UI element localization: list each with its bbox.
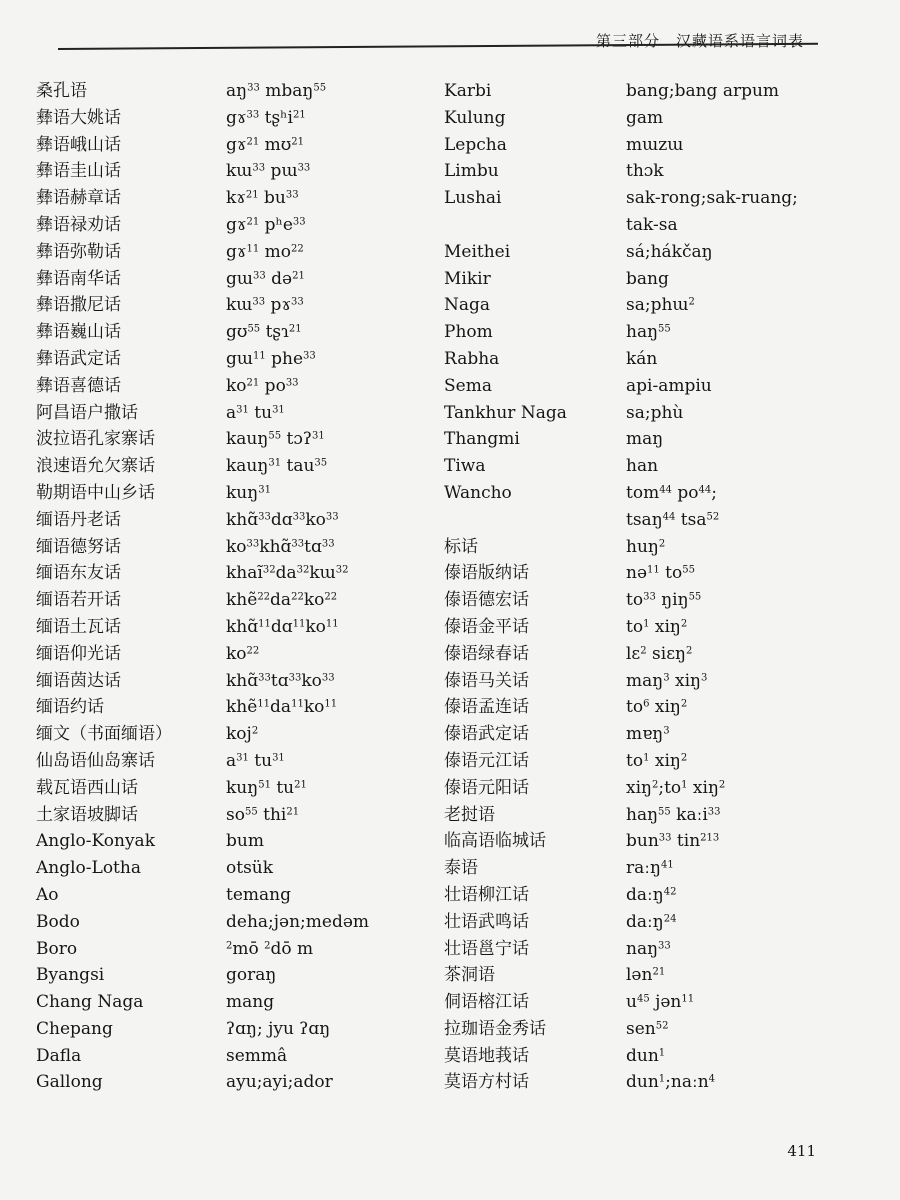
word-form: maŋ$^3$ xiŋ$^3$	[626, 670, 708, 691]
language-name: 壮语柳江话	[444, 884, 529, 905]
language-name: 彝语撒尼话	[36, 295, 121, 316]
word-form: kuŋ$^{51}$ $tu^{21}$	[226, 777, 307, 798]
language-name: Dafla	[36, 1045, 82, 1066]
language-name: Byangsi	[36, 965, 105, 986]
word-form: naŋ$^{33}$	[626, 938, 671, 959]
language-name: 缅语德努话	[36, 536, 121, 557]
word-form: gam	[626, 107, 664, 128]
language-name: 茶洞语	[444, 965, 495, 986]
word-form: $ko^{21}$ $po^{33}$	[226, 375, 299, 396]
word-form: tom$^{44}$ $po^{44}$;	[626, 482, 717, 503]
language-name: 缅语约话	[36, 697, 104, 718]
word-form: $^2$mō $^2$dō m	[226, 938, 314, 959]
language-name: Chang Naga	[36, 992, 144, 1013]
language-name: 土家语坡脚话	[36, 804, 138, 825]
language-name: Boro	[36, 938, 78, 959]
language-name: Kulung	[444, 107, 506, 128]
language-name: Sema	[444, 375, 492, 396]
language-name: 彝语喜德话	[36, 375, 121, 396]
language-name: Mikir	[444, 268, 491, 289]
word-form: kuŋ$^{31}$	[226, 482, 271, 503]
language-name: 老挝语	[444, 804, 495, 825]
word-form: goraŋ	[226, 965, 277, 986]
word-form: kán	[626, 348, 658, 369]
word-form: sa;phù	[626, 402, 684, 423]
word-form: otsük	[226, 858, 274, 879]
language-name: 彝语南华话	[36, 268, 121, 289]
word-form: han	[626, 456, 659, 477]
language-name: 壮语武鸣话	[444, 911, 529, 932]
language-name: 载瓦语西山话	[36, 777, 138, 798]
language-name: Tankhur Naga	[444, 402, 567, 423]
word-form: haŋ$^{55}$ kaːi$^{33}$	[626, 804, 721, 825]
word-form: dun$^1$	[626, 1045, 666, 1066]
language-name: 泰语	[444, 858, 478, 879]
word-form: bang	[626, 268, 669, 289]
word-form: maŋ	[626, 429, 664, 450]
language-name: 阿昌语户撒话	[36, 402, 138, 423]
word-form: dun$^1$;naːn$^4$	[626, 1072, 716, 1093]
word-form: $to^1$ xiŋ$^2$	[626, 616, 688, 637]
language-name: 傣语金平话	[444, 616, 529, 637]
language-name: Thangmi	[444, 429, 520, 450]
word-form: gɤ$^{11}$ $mo^{22}$	[226, 241, 304, 262]
language-name: 缅语茵达话	[36, 670, 121, 691]
word-form: mɐŋ$^3$	[626, 724, 670, 745]
running-head: 第三部分 汉藏语系语言词表	[595, 32, 804, 50]
word-form: $khɑ̃^{33}dɑ^{33}ko^{33}$	[226, 509, 339, 530]
word-form: $to^{33}$ ŋiŋ$^{55}$	[626, 590, 702, 611]
language-name: 缅语东友话	[36, 563, 121, 584]
word-form: sen$^{52}$	[626, 1018, 669, 1039]
language-name: Anglo-Konyak	[36, 831, 155, 852]
word-form: bun$^{33}$ tin$^{213}$	[626, 831, 720, 852]
word-form: $a^{31}$ $tu^{31}$	[226, 750, 285, 771]
word-form: $ko^{33}khɑ̃^{33}tɑ^{33}$	[226, 536, 335, 557]
word-form: temang	[226, 884, 291, 905]
language-name: Chepang	[36, 1018, 113, 1039]
word-form: sá;hákčaŋ	[626, 241, 713, 262]
word-form: $khẽ^{22}da^{22}ko^{22}$	[226, 590, 338, 611]
word-form: gɯ$^{33}$ də$^{21}$	[226, 268, 305, 289]
word-form: sak-rong;sak-ruang;	[626, 188, 798, 209]
word-form: daːŋ$^{24}$	[626, 911, 677, 932]
word-form: $a^{31}$ $tu^{31}$	[226, 402, 285, 423]
left-form-column	[226, 78, 441, 1096]
language-name: 缅语若开话	[36, 590, 121, 611]
word-form: tsaŋ$^{44}$ tsa$^{52}$	[626, 509, 720, 530]
word-form: tak-sa	[626, 214, 678, 235]
word-form: $khaĩ^{32}da^{32}kɯ^{32}$	[226, 563, 349, 584]
word-form: $to^1$ xiŋ$^2$	[626, 750, 688, 771]
language-name: Naga	[444, 295, 491, 316]
word-form: $so^{55}$ thi$^{21}$	[226, 804, 300, 825]
language-name: 标话	[444, 536, 478, 557]
word-form: $to^6$ xiŋ$^2$	[626, 697, 688, 718]
language-name: 傣语马关话	[444, 670, 529, 691]
language-name: Meithei	[444, 241, 511, 262]
word-form: kauŋ$^{31}$ tau$^{35}$	[226, 456, 328, 477]
language-name: 仙岛语仙岛寨话	[36, 750, 155, 771]
language-name: 缅语土瓦话	[36, 616, 121, 637]
language-name: Lushai	[444, 188, 502, 209]
word-form: ayu;ayi;ador	[226, 1072, 333, 1093]
word-form: haŋ$^{55}$	[626, 322, 671, 343]
language-name: 缅语丹老话	[36, 509, 121, 530]
language-name: 侗语榕江话	[444, 992, 529, 1013]
language-name: Ao	[36, 884, 59, 905]
language-name: 勒期语中山乡话	[36, 482, 155, 503]
word-form: $khɑ̃^{11}dɑ^{11}ko^{11}$	[226, 616, 339, 637]
word-form: gɤ$^{21}$ mʊ$^{21}$	[226, 134, 305, 155]
word-form: ʔɑŋ; jyu ʔɑŋ	[226, 1018, 331, 1039]
language-name: 彝语禄劝话	[36, 214, 121, 235]
language-name: Rabha	[444, 348, 500, 369]
word-form: kɯ$^{33}$ pɯ$^{33}$	[226, 161, 311, 182]
right-form-column	[626, 78, 876, 1096]
word-form: kɤ$^{21}$ $bu^{33}$	[226, 188, 299, 209]
language-name: 桑孔语	[36, 81, 87, 101]
word-form: bum	[226, 831, 264, 852]
word-form: api-ampiu	[626, 375, 712, 396]
language-name: 壮语邕宁话	[444, 938, 529, 959]
word-form: kauŋ$^{55}$ tɔʔ$^{31}$	[226, 429, 325, 450]
language-name: 临高语临城话	[444, 831, 546, 852]
word-form: kɯ$^{33}$ pɤ$^{33}$	[226, 295, 304, 316]
left-language-column	[36, 78, 221, 1096]
language-name: Tiwa	[444, 456, 486, 477]
language-name: 傣语孟连话	[444, 697, 529, 718]
language-name: 波拉语孔家寨话	[36, 429, 155, 450]
language-name: Gallong	[36, 1072, 103, 1093]
word-form: $khɑ̃^{33}tɑ^{33}ko^{33}$	[226, 670, 335, 691]
word-form: gɯ$^{11}$ phe$^{33}$	[226, 348, 316, 369]
language-name: Bodo	[36, 911, 80, 932]
language-name: 缅语仰光话	[36, 643, 121, 664]
page-number: 411	[787, 1142, 816, 1160]
word-form: $khẽ^{11}da^{11}ko^{11}$	[226, 697, 338, 718]
language-name: 彝语弥勒话	[36, 241, 121, 262]
language-name: Phom	[444, 322, 493, 343]
language-name: 傣语元阳话	[444, 777, 529, 798]
word-form: raːŋ$^{41}$	[626, 858, 674, 879]
word-form: $xiŋ^2;to^1$ xiŋ$^2$	[626, 777, 726, 798]
language-name: 彝语赫章话	[36, 188, 121, 209]
language-name: Limbu	[444, 161, 499, 182]
word-form: sa;phɯ$^2$	[626, 295, 695, 316]
language-name: 傣语武定话	[444, 724, 529, 745]
language-name: 莫语方村话	[444, 1072, 529, 1093]
language-name: 傣语德宏话	[444, 590, 529, 611]
word-form: nə$^{11}$ $to^{55}$	[626, 563, 695, 584]
word-form: lɛ$^2$ siɛŋ$^2$	[626, 643, 693, 664]
language-name: 莫语地莪话	[444, 1045, 529, 1066]
language-name: 浪速语允欠寨话	[36, 456, 155, 477]
word-form: $u^{45}$ jən$^{11}$	[626, 992, 695, 1013]
language-name: 彝语大姚话	[36, 107, 121, 128]
word-form: thɔk	[626, 161, 664, 182]
word-form: koj$^2$	[226, 724, 259, 745]
language-name: 彝语武定话	[36, 348, 121, 369]
word-form: bang;bang arpum	[626, 81, 780, 101]
word-form: mɯzɯ	[626, 134, 684, 155]
language-name: Lepcha	[444, 134, 507, 155]
language-name: 彝语圭山话	[36, 161, 121, 182]
language-name: 缅文（书面缅语）	[36, 724, 172, 745]
word-form: daːŋ$^{42}$	[626, 884, 677, 905]
word-form: deha;jən;medəm	[226, 911, 370, 932]
word-form: gʊ$^{55}$ tʂɿ$^{21}$	[226, 322, 302, 343]
word-form: mang	[226, 992, 275, 1013]
language-name	[444, 212, 624, 239]
language-name: Wancho	[444, 482, 512, 503]
language-name: Anglo-Lotha	[36, 858, 141, 879]
right-language-column	[444, 78, 624, 1096]
word-form: gɤ$^{21}$ pʰe$^{33}$	[226, 214, 306, 235]
language-name: 彝语巍山话	[36, 322, 121, 343]
language-name	[444, 507, 624, 534]
word-form: semmâ	[226, 1045, 288, 1066]
language-name: 傣语元江话	[444, 750, 529, 771]
language-name: 傣语版纳话	[444, 563, 529, 584]
language-name: 彝语峨山话	[36, 134, 121, 155]
language-name: 拉珈语金秀话	[444, 1018, 546, 1039]
word-form: $ko^{22}$	[226, 643, 260, 664]
word-form: gɤ$^{33}$ tʂʰi$^{21}$	[226, 107, 306, 128]
word-form: lən$^{21}$	[626, 965, 666, 986]
language-name: Karbi	[444, 81, 492, 101]
language-name: 傣语绿春话	[444, 643, 529, 664]
word-form: huŋ$^2$	[626, 536, 666, 557]
word-form: $aŋ^{33}$ mbaŋ$^{55}$	[226, 81, 327, 101]
